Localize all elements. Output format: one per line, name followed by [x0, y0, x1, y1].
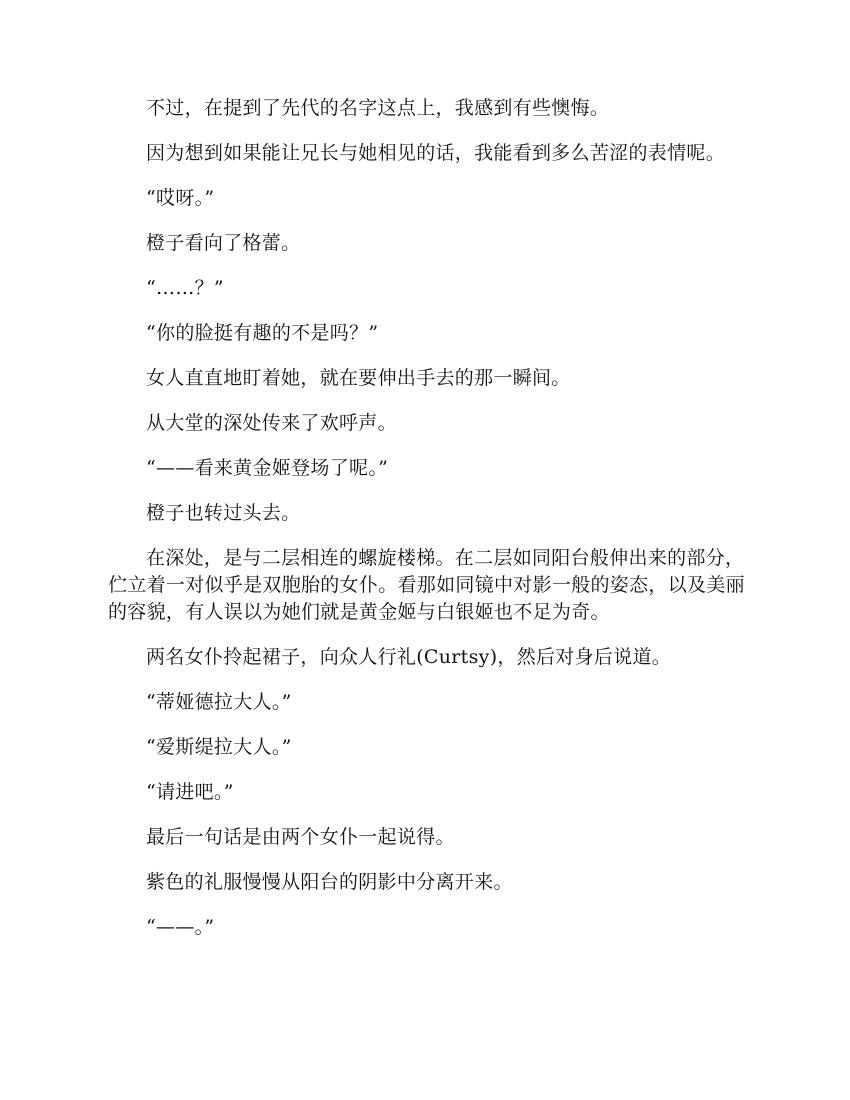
paragraph: “……？”: [146, 277, 224, 299]
paragraph: “哎呀。”: [146, 187, 215, 209]
text-body: [108, 95, 758, 959]
paragraph: 最后一句话是由两个女仆一起说得。: [146, 826, 455, 848]
paragraph: 不过，在提到了先代的名字这点上，我感到有些懊悔。: [146, 97, 610, 119]
paragraph: 在深处，是与二层相连的螺旋楼梯。在二层如同阳台般伸出来的部分，伫立着一对似乎是双胞胎的女仆。看那如同镜中对影一般的姿态，以及美丽的容貌，有人误以为她们就是黄金姬与白银姬也不足为奇。: [108, 547, 745, 623]
paragraph: “你的脸挺有趣的不是吗？”: [146, 322, 379, 344]
paragraph: “请进吧。”: [146, 781, 234, 803]
paragraph: 女人直直地盯着她，就在要伸出手去的那一瞬间。: [146, 367, 571, 389]
paragraph: 橙子看向了格蕾。: [146, 232, 301, 254]
paragraph: “爱斯缇拉大人。”: [146, 736, 292, 758]
paragraph: “——看来黄金姬登场了呢。”: [146, 457, 389, 479]
paragraph: 因为想到如果能让兄长与她相见的话，我能看到多么苦涩的表情呢。: [146, 142, 726, 164]
paragraph: “蒂娅德拉大人。”: [146, 691, 292, 713]
paragraph: 紫色的礼服慢慢从阳台的阴影中分离开来。: [146, 871, 513, 893]
paragraph: 两名女仆拎起裙子，向众人行礼(Curtsy)，然后对身后说道。: [146, 646, 672, 668]
paragraph: 从大堂的深处传来了欢呼声。: [146, 412, 397, 434]
paragraph: 橙子也转过头去。: [146, 502, 301, 524]
paragraph: “——。”: [146, 916, 215, 938]
